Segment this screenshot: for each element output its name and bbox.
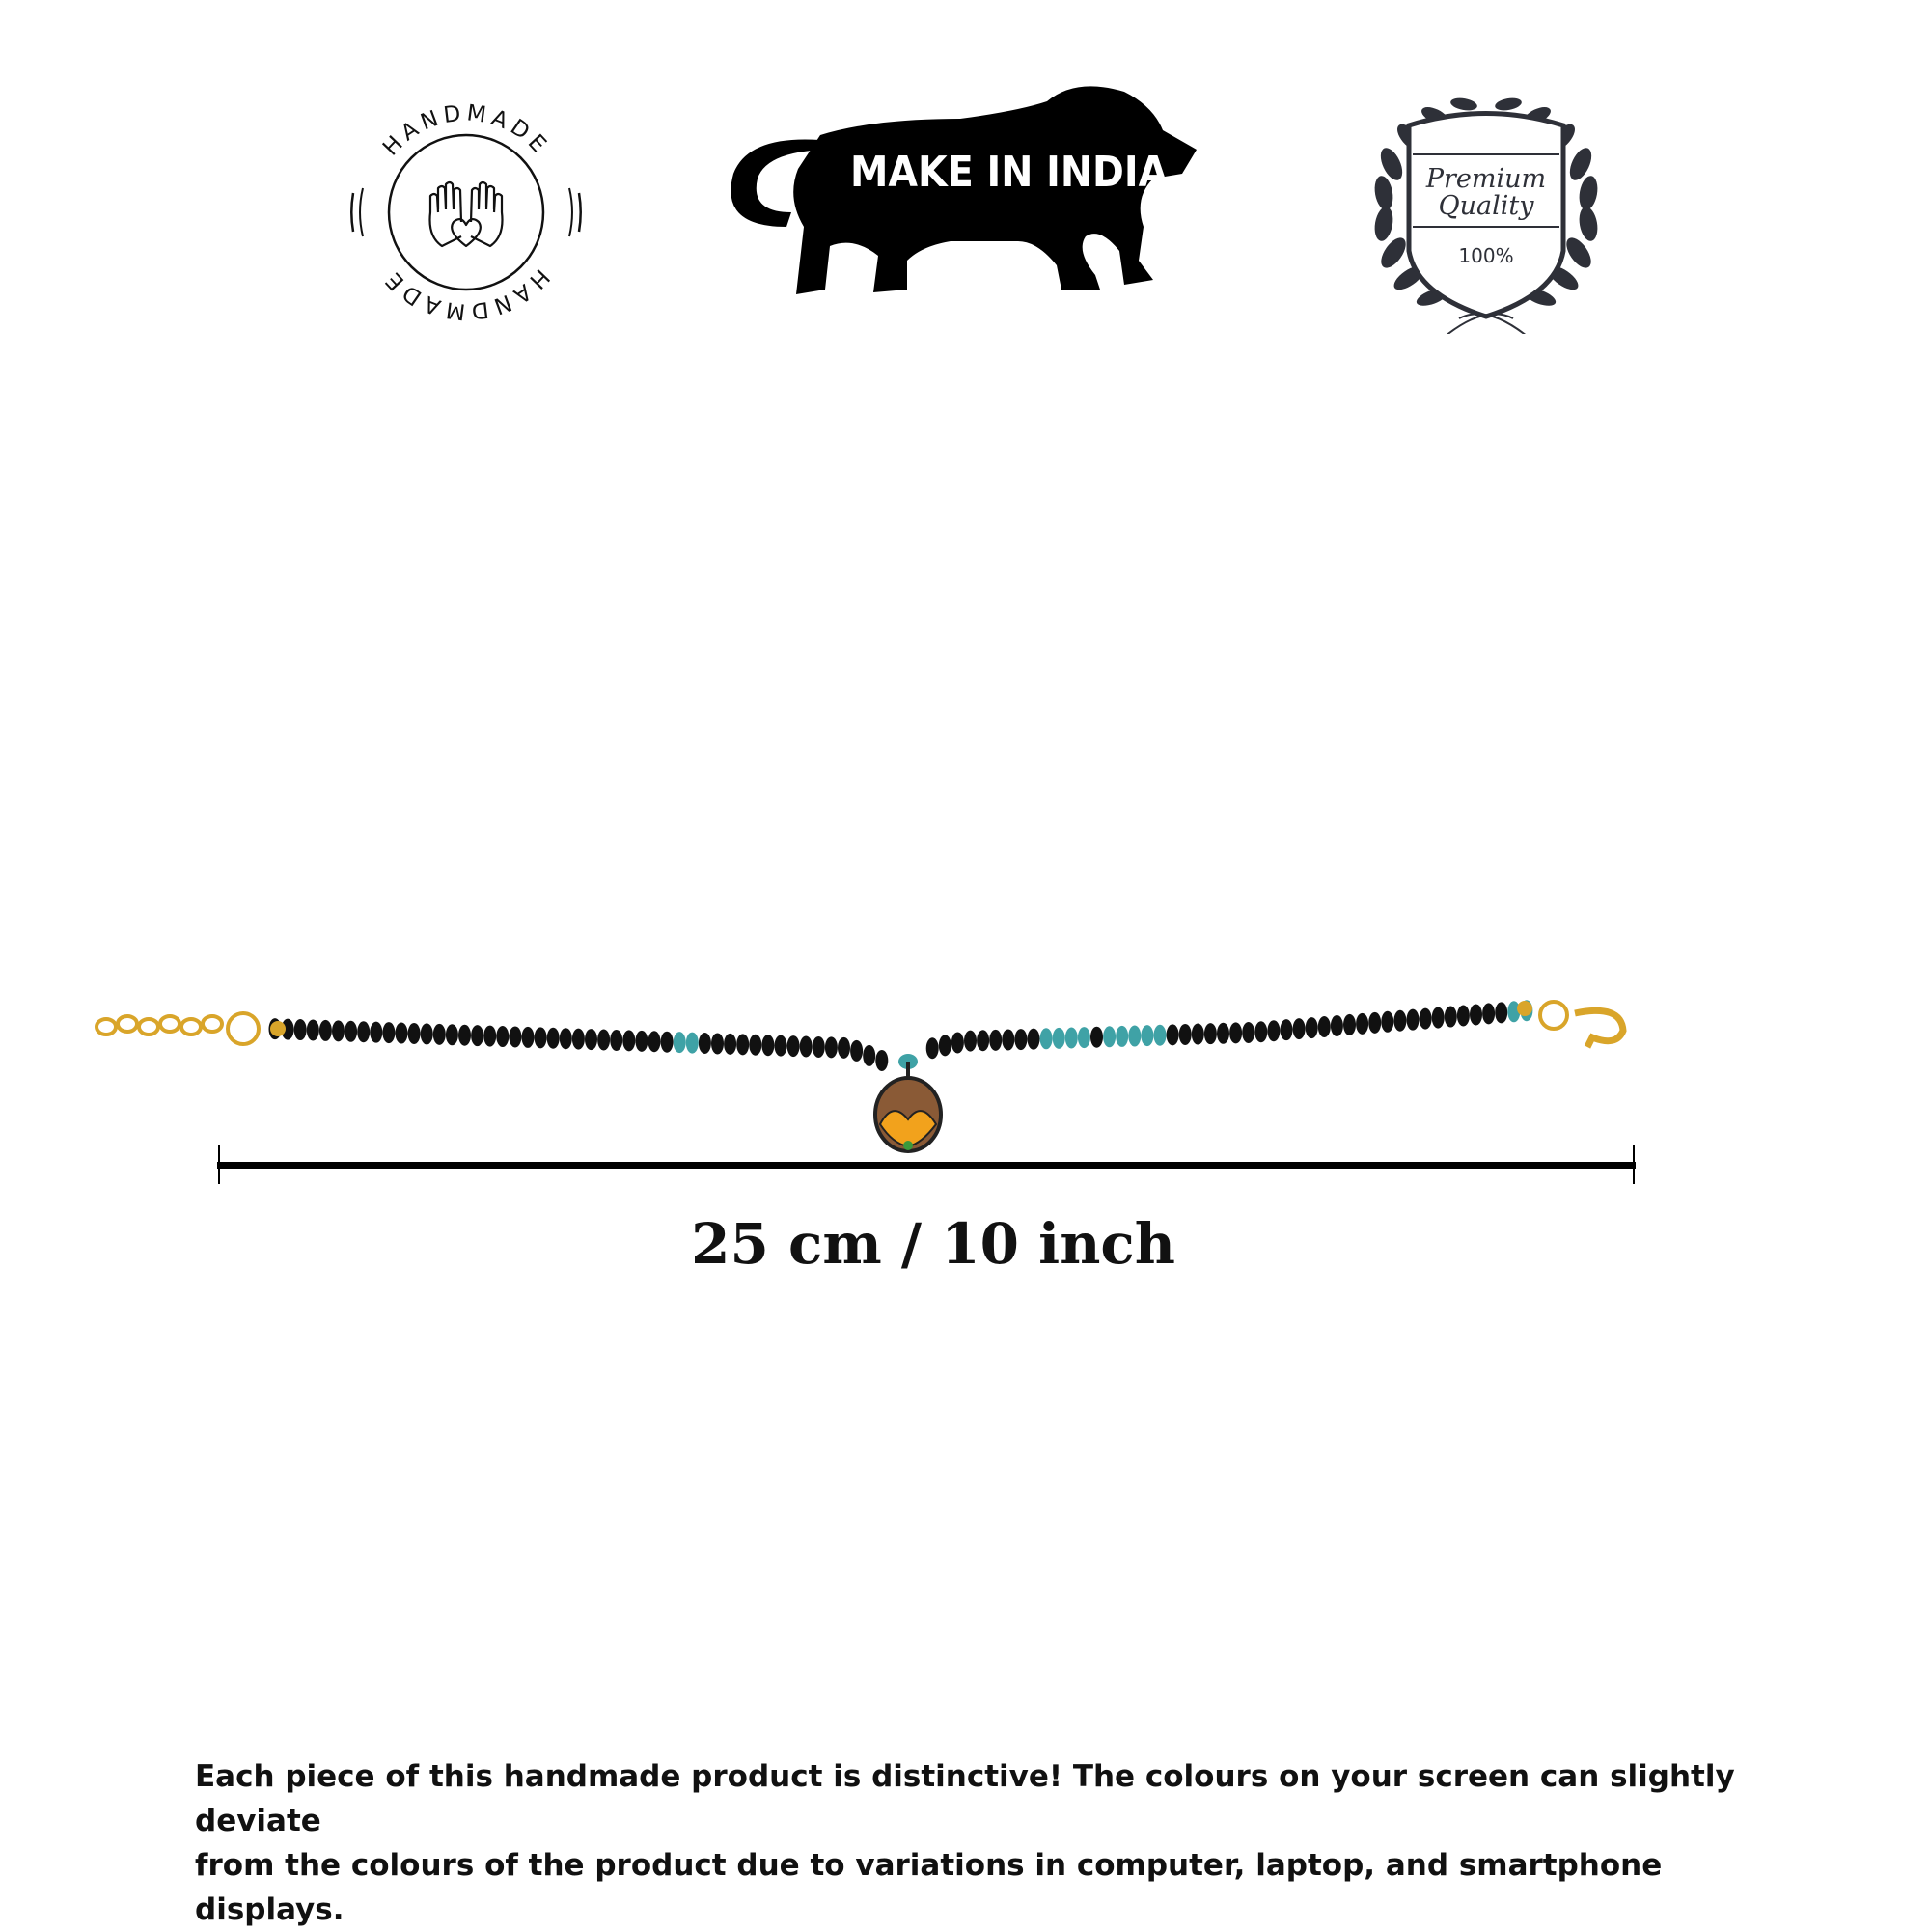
bead — [875, 1050, 888, 1071]
handmade-text-top: HANDMADE — [378, 100, 555, 161]
bead — [408, 1023, 421, 1044]
bead — [483, 1026, 496, 1047]
handmade-badge — [345, 92, 587, 333]
hands-heart-icon — [430, 182, 503, 246]
bead — [711, 1033, 724, 1054]
extension-chain — [96, 1013, 259, 1044]
bead — [838, 1037, 850, 1059]
make-in-india-logo — [729, 82, 1221, 309]
bead — [964, 1031, 977, 1052]
bead — [1432, 1007, 1445, 1029]
bead — [560, 1028, 572, 1049]
bead — [661, 1032, 674, 1053]
bead — [635, 1031, 648, 1052]
bead — [1482, 1003, 1495, 1024]
bead — [1141, 1025, 1153, 1046]
bead — [800, 1036, 813, 1058]
bead — [1420, 1008, 1432, 1030]
beads — [269, 1000, 1533, 1071]
chain-link — [118, 1016, 137, 1032]
bead — [749, 1035, 761, 1056]
bead — [1343, 1014, 1356, 1035]
bead — [332, 1020, 345, 1041]
bead — [307, 1019, 319, 1040]
bead — [1495, 1002, 1507, 1023]
premium-text: Premium — [1425, 164, 1547, 194]
bead — [382, 1022, 395, 1043]
disclaimer-text — [195, 1754, 1787, 1932]
bead — [610, 1030, 622, 1051]
bead — [1217, 1023, 1229, 1044]
bead — [522, 1027, 535, 1048]
bead — [294, 1019, 307, 1040]
bead — [345, 1021, 357, 1042]
bead — [496, 1026, 509, 1047]
lobster-clasp — [1540, 1002, 1623, 1047]
gold-bead — [270, 1021, 286, 1036]
disclaimer-line-2: from the colours of the product due to variations in computer, laptop, and smartphone displays. — [195, 1848, 1663, 1927]
bead — [1053, 1028, 1065, 1049]
measurement-line — [212, 1144, 1640, 1187]
bead — [1318, 1016, 1331, 1037]
bead — [1128, 1026, 1141, 1047]
bead — [850, 1040, 863, 1062]
bead — [951, 1032, 964, 1053]
bead — [1014, 1029, 1027, 1050]
bead — [535, 1027, 547, 1048]
bead — [1179, 1024, 1192, 1045]
bead — [1368, 1012, 1381, 1034]
percent-text: 100% — [1458, 244, 1514, 267]
bead — [926, 1037, 939, 1059]
premium-quality-badge — [1363, 87, 1610, 334]
bead — [1381, 1011, 1393, 1033]
bead — [648, 1031, 661, 1052]
bead — [1470, 1004, 1482, 1025]
bead — [1445, 1007, 1457, 1028]
quality-text: Quality — [1438, 191, 1534, 221]
bead — [357, 1021, 370, 1042]
bead — [813, 1036, 825, 1058]
bead — [674, 1032, 686, 1053]
bead — [1103, 1026, 1116, 1047]
gold-bead — [1517, 1001, 1532, 1016]
bead — [1267, 1020, 1280, 1041]
bead — [370, 1022, 382, 1043]
bead — [977, 1030, 989, 1051]
bead — [787, 1035, 800, 1057]
bead — [572, 1029, 585, 1050]
bead — [1281, 1019, 1293, 1040]
bead — [1002, 1029, 1014, 1050]
chain-link — [139, 1019, 158, 1035]
bead — [1192, 1024, 1204, 1045]
bead — [686, 1033, 699, 1054]
bead — [1306, 1017, 1318, 1038]
bead — [1457, 1005, 1470, 1026]
bead — [458, 1025, 471, 1046]
handmade-text-bottom: HANDMADE — [377, 263, 554, 324]
bead — [724, 1034, 736, 1055]
measurement-label: 25 cm / 10 inch — [691, 1211, 1175, 1277]
bead — [939, 1035, 951, 1056]
bead — [1242, 1022, 1254, 1043]
bead — [396, 1023, 408, 1044]
bead — [585, 1029, 597, 1050]
bead — [1154, 1025, 1167, 1046]
bead — [825, 1036, 838, 1058]
bead — [736, 1034, 749, 1055]
bead — [547, 1028, 560, 1049]
pendant — [875, 1062, 941, 1151]
bead — [1078, 1027, 1090, 1048]
bead — [1040, 1028, 1053, 1049]
bead — [989, 1030, 1002, 1051]
bead — [1204, 1023, 1217, 1044]
bead — [1393, 1010, 1406, 1032]
bead — [319, 1020, 332, 1041]
bracelet-image — [0, 869, 1930, 1187]
bead — [1090, 1027, 1103, 1048]
chain-link — [181, 1019, 201, 1035]
chain-link — [203, 1016, 222, 1032]
bead — [1254, 1021, 1267, 1042]
bead — [863, 1045, 875, 1066]
bead — [446, 1024, 458, 1045]
bead — [1293, 1018, 1306, 1039]
bead — [597, 1030, 610, 1051]
bead — [471, 1025, 483, 1046]
disclaimer-line-1: Each piece of this handmade product is distinctive! The colours on your screen can slightly deviate — [195, 1759, 1735, 1838]
bead — [1065, 1027, 1078, 1048]
bead — [699, 1033, 711, 1054]
bead — [1167, 1024, 1179, 1045]
bead — [775, 1035, 787, 1057]
bead — [1229, 1022, 1242, 1043]
bead — [1407, 1009, 1420, 1031]
bead — [622, 1030, 635, 1051]
bead — [509, 1026, 521, 1047]
bead — [1028, 1029, 1040, 1050]
bead — [421, 1023, 433, 1044]
chain-link — [160, 1016, 179, 1032]
jump-ring — [228, 1013, 259, 1044]
bead — [1331, 1015, 1343, 1036]
make-in-india-text: MAKE IN INDIA — [850, 147, 1169, 197]
bead — [433, 1024, 446, 1045]
bead — [1356, 1013, 1368, 1035]
bead — [761, 1035, 774, 1056]
chain-link — [96, 1019, 116, 1035]
bead — [1116, 1026, 1128, 1047]
